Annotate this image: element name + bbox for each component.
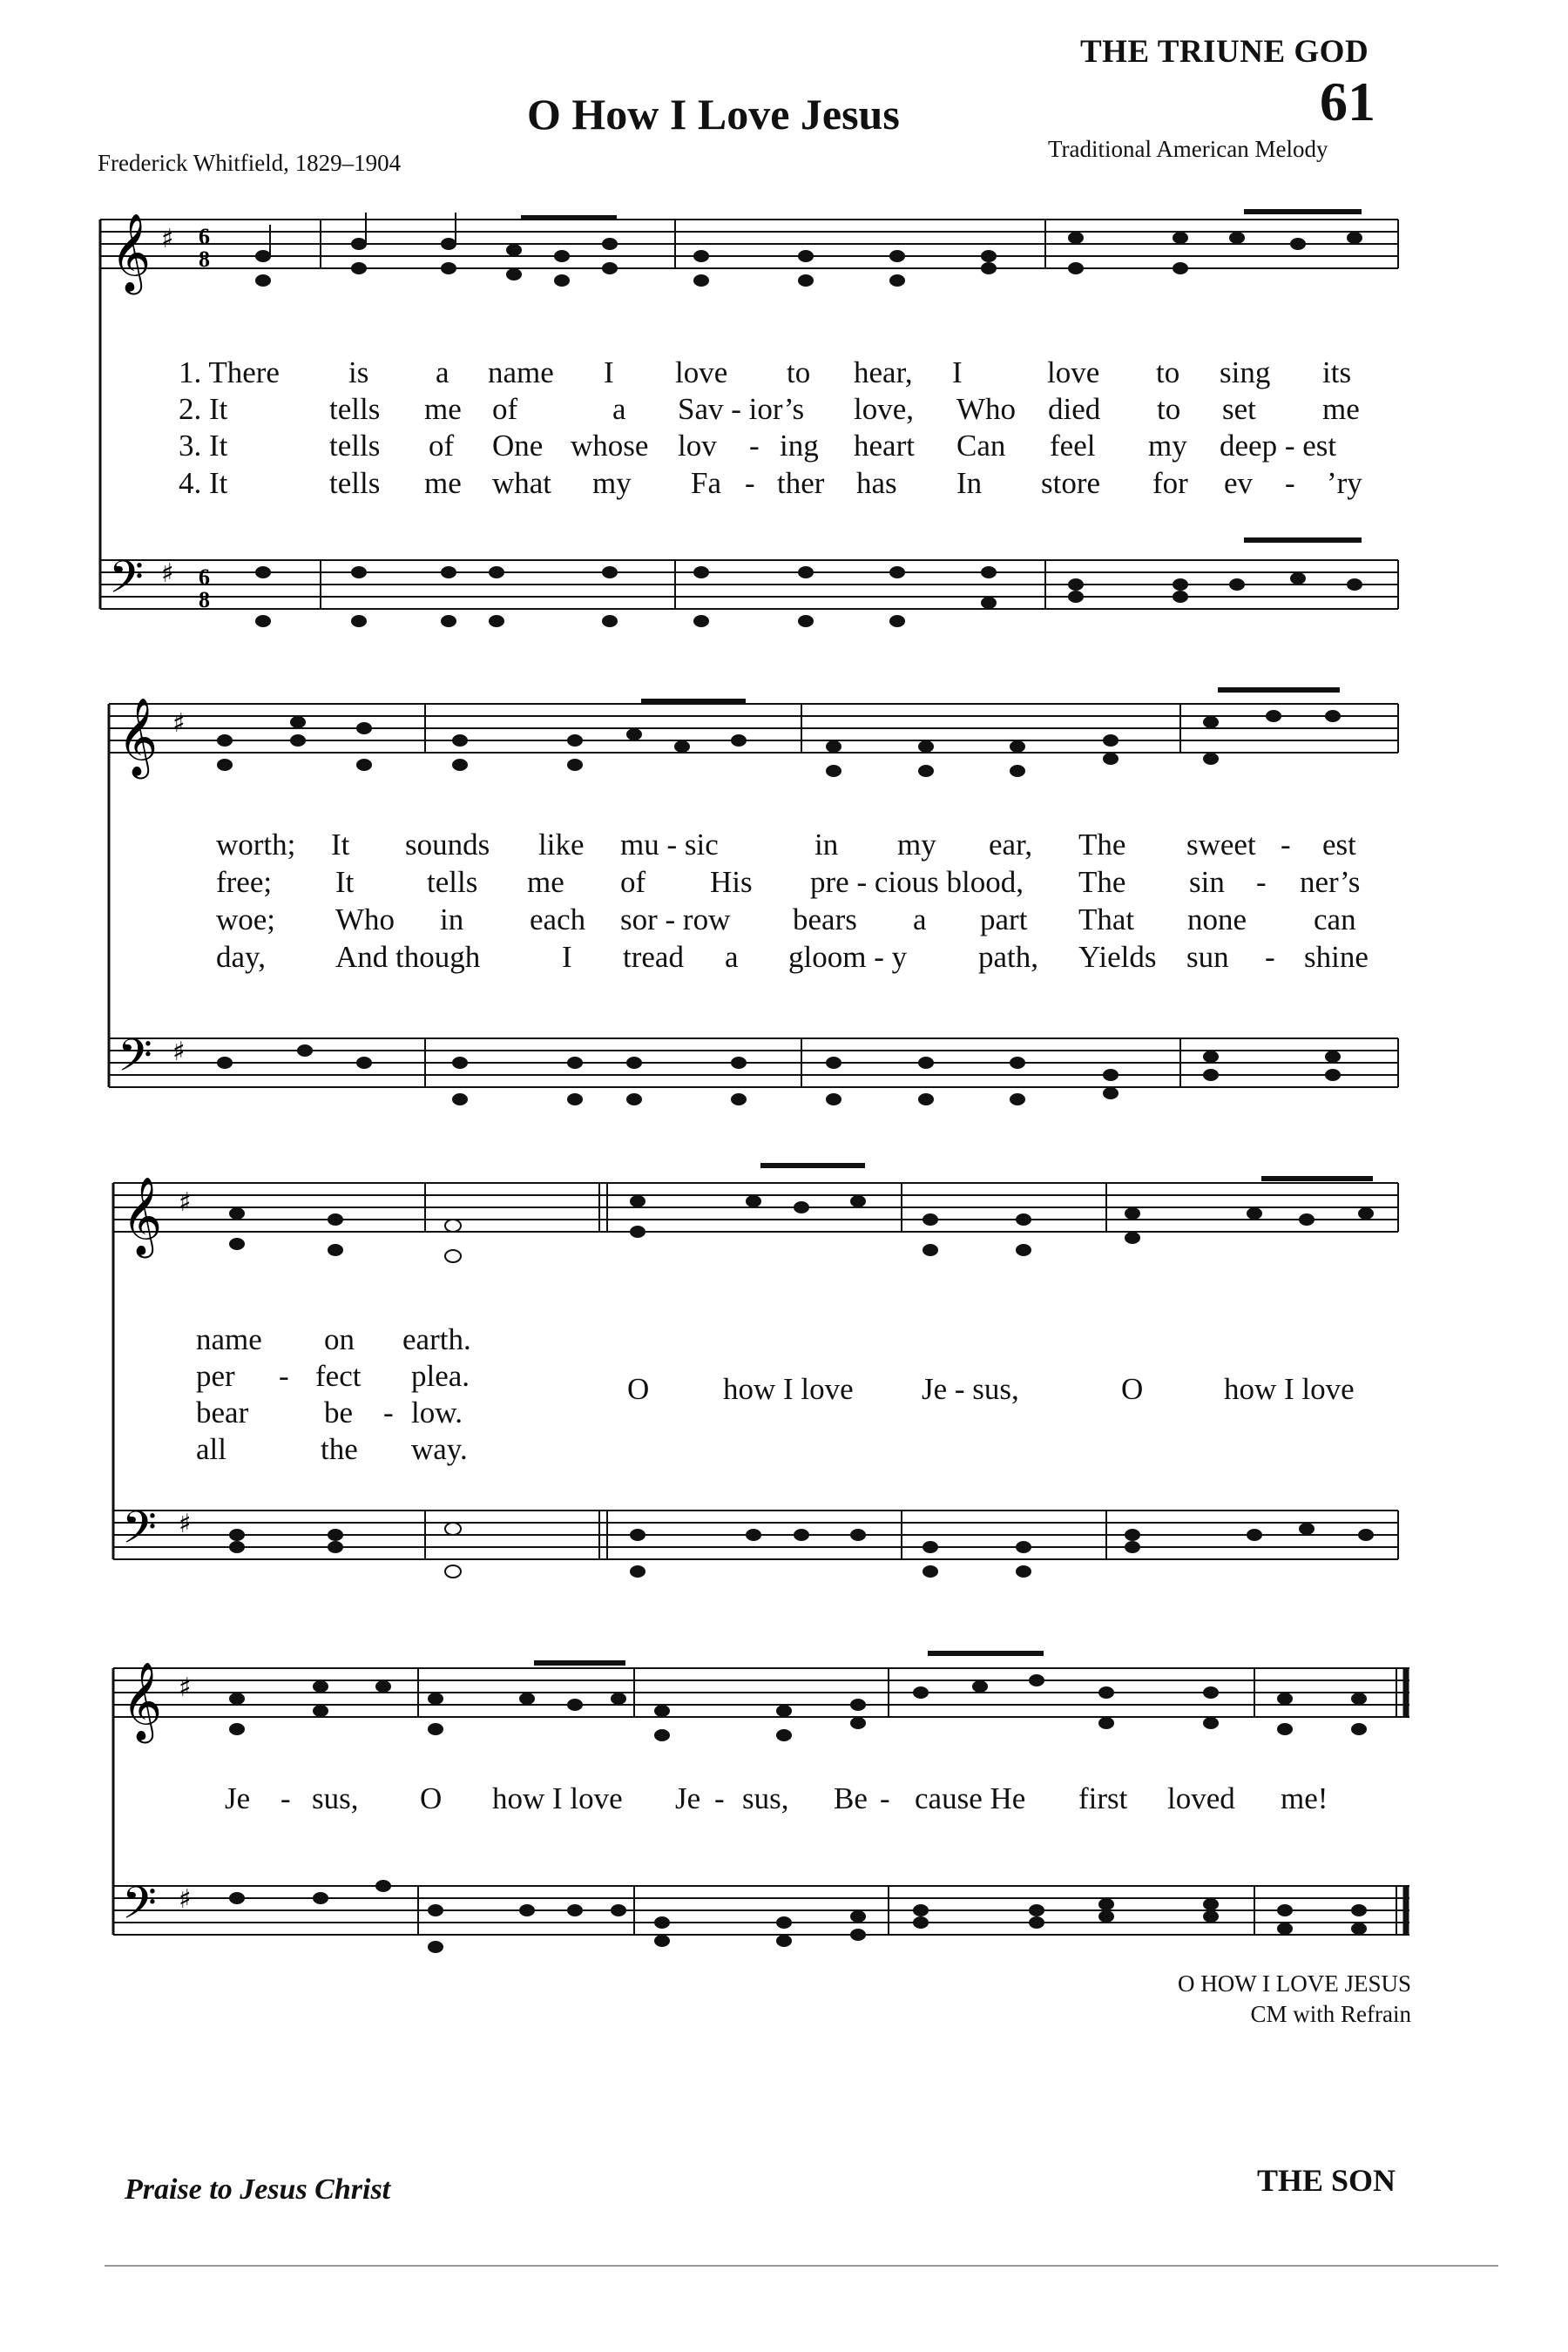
sharp-icon: ♯ bbox=[179, 1673, 192, 1703]
refrain-line-2: Je - sus, O how I love Je - sus, Be - cause He first loved me! bbox=[225, 1781, 1328, 1815]
sharp-icon: ♯ bbox=[179, 1884, 192, 1915]
time-signature-top: 6 bbox=[199, 224, 210, 249]
tune-meter: CM with Refrain bbox=[1250, 2001, 1411, 2027]
verse-1-line-3: name on earth. bbox=[196, 1322, 471, 1356]
author-credit: Frederick Whitfield, 1829–1904 bbox=[98, 150, 402, 176]
bass-clef-icon: 𝄢 bbox=[118, 1029, 152, 1092]
verse-3-line-1: 3. It tells of One whose lov - ing heart Can feel my deep - est bbox=[179, 429, 1337, 463]
page-divider bbox=[105, 2265, 1498, 2267]
sharp-icon: ♯ bbox=[161, 558, 174, 589]
verse-4-line-3: all the way. bbox=[196, 1432, 468, 1466]
hymn-number: 61 bbox=[1320, 71, 1375, 132]
treble-clef-icon: 𝄞 bbox=[122, 1662, 163, 1740]
tune-name: O HOW I LOVE JESUS bbox=[1178, 1970, 1411, 1997]
verse-3-line-2: woe; Who in each sor - row bears a part That none can bbox=[216, 902, 1356, 936]
sharp-icon: ♯ bbox=[161, 224, 174, 254]
composer-credit: Traditional American Melody bbox=[1048, 136, 1328, 162]
time-signature-top: 6 bbox=[199, 564, 210, 590]
sharp-icon: ♯ bbox=[179, 1187, 192, 1218]
bass-clef-icon: 𝄢 bbox=[122, 1876, 157, 1940]
section-heading: THE TRIUNE GOD bbox=[1080, 34, 1369, 70]
bass-clef-icon: 𝄢 bbox=[122, 1501, 157, 1565]
refrain-line-1: O how I love Je - sus, O how I love bbox=[627, 1372, 1355, 1406]
verse-2-line-3: per - fect plea. bbox=[196, 1359, 470, 1393]
verse-4-line-2: day, And though I tread a gloom - y path, Yields sun - shine bbox=[216, 940, 1369, 974]
verse-1-line-1: 1. There is a name I love to hear, I love to sing its bbox=[179, 355, 1352, 389]
treble-clef-icon: 𝄞 bbox=[111, 213, 152, 292]
verse-2-line-1: 2. It tells me of a Sav - ior’s love, Who died to set me bbox=[179, 392, 1360, 426]
footer-section: THE SON bbox=[1257, 2163, 1396, 2198]
sharp-icon: ♯ bbox=[179, 1509, 192, 1539]
hymn-title: O How I Love Jesus bbox=[527, 90, 900, 139]
time-signature-bottom: 8 bbox=[199, 247, 210, 272]
verse-3-line-3: bear be - low. bbox=[196, 1396, 463, 1429]
footer-category: Praise to Jesus Christ bbox=[125, 2173, 391, 2206]
sharp-icon: ♯ bbox=[172, 708, 186, 739]
treble-clef-icon: 𝄞 bbox=[122, 1177, 163, 1255]
verse-1-line-2: worth; It sounds like mu - sic in my ear, The sweet - est bbox=[216, 828, 1356, 862]
treble-clef-icon: 𝄞 bbox=[118, 698, 159, 776]
verse-2-line-2: free; It tells me of His pre - cious blood, The sin - ner’s bbox=[216, 865, 1361, 899]
time-signature-bottom: 8 bbox=[199, 587, 210, 612]
bass-clef-icon: 𝄢 bbox=[109, 551, 144, 614]
sharp-icon: ♯ bbox=[172, 1037, 186, 1067]
verse-4-line-1: 4. It tells me what my Fa - ther has In store for ev - ’ry bbox=[179, 466, 1362, 500]
